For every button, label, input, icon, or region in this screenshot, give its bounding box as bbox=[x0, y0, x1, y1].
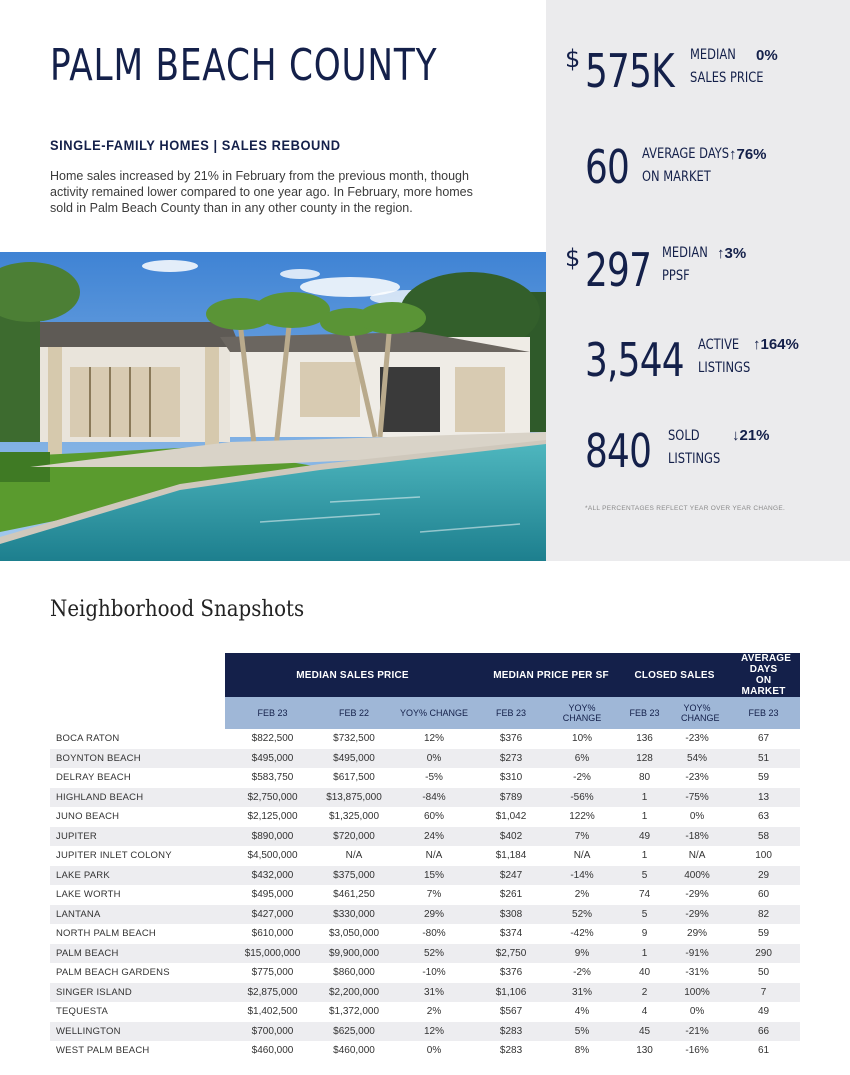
stat-value: 575K bbox=[585, 44, 674, 98]
subheader: FEB 23 bbox=[727, 697, 800, 729]
table-row bbox=[50, 729, 800, 749]
table-row bbox=[50, 749, 800, 769]
stat-change bbox=[732, 427, 770, 444]
table-cell: 1 bbox=[622, 788, 667, 808]
table-cell: 136 bbox=[636, 733, 653, 745]
table-cell: $1,402,500 bbox=[247, 1006, 298, 1018]
table-cell: 6% bbox=[542, 749, 622, 769]
table-cell: 290 bbox=[727, 944, 800, 964]
arrow-up-icon: ↑ bbox=[753, 336, 761, 353]
table-cell: -23% bbox=[685, 733, 709, 745]
table-cell: 66 bbox=[727, 1022, 800, 1042]
stat-change-value: 76% bbox=[736, 146, 767, 163]
table-cell: $15,000,000 bbox=[225, 944, 320, 964]
neighborhood-name-cell: LANTANA bbox=[50, 905, 225, 925]
table-cell: 80 bbox=[638, 772, 651, 784]
neighborhood-name-cell: PALM BEACH bbox=[50, 944, 225, 964]
table-row bbox=[50, 1002, 800, 1022]
table-cell: $720,000 bbox=[320, 827, 388, 847]
table-cell: 24% bbox=[388, 827, 480, 847]
table-cell: $308 bbox=[480, 905, 542, 925]
table-cell: $247 bbox=[480, 866, 542, 886]
arrow-up-icon: ↑ bbox=[729, 146, 737, 163]
table-cell: 400% bbox=[667, 866, 727, 886]
table-cell: $9,900,000 bbox=[320, 944, 388, 964]
table-cell: 1 bbox=[641, 811, 648, 823]
table-row bbox=[50, 905, 800, 925]
group-header-closed-sales: CLOSED SALES bbox=[622, 653, 727, 697]
table-cell: -84% bbox=[388, 788, 480, 808]
table-cell: 52% bbox=[388, 944, 480, 964]
neighborhood-name-cell: JUNO BEACH bbox=[56, 811, 120, 823]
stat-change: 0% bbox=[756, 47, 778, 64]
stat-change-value: 164% bbox=[760, 336, 799, 353]
table-cell: 8% bbox=[574, 1045, 590, 1057]
neighborhood-name-cell: TEQUESTA bbox=[56, 1006, 109, 1018]
stat-change bbox=[717, 245, 746, 262]
table-cell: 40 bbox=[638, 967, 651, 979]
dollar-sign: $ bbox=[565, 244, 581, 272]
table-cell: 58 bbox=[727, 827, 800, 847]
table-cell: 74 bbox=[638, 889, 651, 901]
table-cell: 63 bbox=[757, 811, 770, 823]
table-cell: 1 bbox=[622, 944, 667, 964]
table-row bbox=[50, 963, 800, 983]
table-row bbox=[50, 1022, 800, 1042]
table-cell: 1 bbox=[641, 850, 648, 862]
table-cell: $310 bbox=[499, 772, 523, 784]
stat-change-value: 21% bbox=[739, 427, 770, 444]
table-cell: 7% bbox=[542, 827, 622, 847]
stat-label-line2: SALES PRICE bbox=[690, 70, 764, 86]
table-cell: $4,500,000 bbox=[247, 850, 298, 862]
table-cell: $1,042 bbox=[495, 811, 527, 823]
table-cell: $1,106 bbox=[480, 983, 542, 1003]
table-cell: $460,000 bbox=[333, 1045, 375, 1057]
subheader: FEB 23 bbox=[622, 697, 667, 729]
neighborhood-name-cell: LAKE PARK bbox=[50, 866, 225, 886]
table-row bbox=[50, 827, 800, 847]
table-cell: 31% bbox=[388, 983, 480, 1003]
stat-value: 3,544 bbox=[585, 333, 684, 387]
neighborhood-name-cell: DELRAY BEACH bbox=[56, 772, 131, 784]
neighborhood-name-cell: NORTH PALM BEACH bbox=[56, 928, 156, 940]
stat-label-line1: ACTIVE bbox=[698, 337, 740, 353]
arrow-up-icon: ↑ bbox=[717, 245, 725, 262]
stat-value: 297 bbox=[585, 243, 652, 297]
stat-label-line2: LISTINGS bbox=[698, 360, 751, 376]
table-cell: 59 bbox=[757, 772, 770, 784]
table-cell: -75% bbox=[667, 788, 727, 808]
table-cell: -56% bbox=[542, 788, 622, 808]
subheader: YOY% CHANGE bbox=[542, 697, 622, 729]
stat-change-value: 3% bbox=[724, 245, 747, 262]
page-title: PALM BEACH COUNTY bbox=[50, 40, 438, 91]
table-cell: $461,250 bbox=[333, 889, 375, 901]
stat-label-line1: MEDIAN bbox=[662, 245, 708, 261]
table-cell: 5% bbox=[542, 1022, 622, 1042]
table-cell: $460,000 bbox=[251, 1045, 294, 1057]
table-cell: $3,050,000 bbox=[328, 928, 380, 940]
subheader: YOY% CHANGE bbox=[667, 697, 727, 729]
table-cell: 29% bbox=[687, 928, 708, 940]
stat-label-line1: AVERAGE DAYS bbox=[642, 146, 730, 162]
neighborhood-name-cell: WEST PALM BEACH bbox=[56, 1045, 150, 1057]
neighborhood-table bbox=[50, 653, 800, 1061]
table-cell: -14% bbox=[542, 866, 622, 886]
table-cell: 31% bbox=[542, 983, 622, 1003]
neighborhood-name-cell: PALM BEACH GARDENS bbox=[56, 967, 170, 979]
table-cell: $789 bbox=[480, 788, 542, 808]
table-cell: 2% bbox=[574, 889, 590, 901]
stats-footnote: *ALL PERCENTAGES REFLECT YEAR OVER YEAR CHANGE. bbox=[585, 505, 786, 512]
table-row bbox=[50, 983, 800, 1003]
table-cell: 60% bbox=[424, 811, 445, 823]
table-cell: 29 bbox=[727, 866, 800, 886]
table-cell: $700,000 bbox=[225, 1022, 320, 1042]
group-header-median-price-per-sf: MEDIAN PRICE PER SF bbox=[480, 653, 622, 697]
table-cell: 0% bbox=[426, 1045, 442, 1057]
table-cell: $567 bbox=[499, 1006, 523, 1018]
table-cell: $376 bbox=[499, 967, 523, 979]
table-cell: $2,750 bbox=[480, 944, 542, 964]
intro-paragraph: Home sales increased by 21% in February from the previous month, though activity remained lower compared to one year ago. In February, more homes sold in Palm Beach County than in any other county in the region. bbox=[50, 169, 473, 215]
table-cell: -10% bbox=[422, 967, 446, 979]
stat-label-line1: MEDIAN bbox=[690, 47, 736, 63]
table-cell: 10% bbox=[572, 733, 593, 745]
table-cell: 82 bbox=[727, 905, 800, 925]
villa-pool-photo bbox=[0, 252, 546, 561]
table-cell: 67 bbox=[757, 733, 770, 745]
table-cell: 61 bbox=[757, 1045, 770, 1057]
table-cell: -80% bbox=[422, 928, 446, 940]
table-cell: $402 bbox=[480, 827, 542, 847]
table-cell: 52% bbox=[542, 905, 622, 925]
header-blank bbox=[50, 697, 225, 729]
table-cell: $13,875,000 bbox=[320, 788, 388, 808]
table-body bbox=[50, 729, 800, 1061]
neighborhood-name-cell: JUPITER INLET COLONY bbox=[56, 850, 172, 862]
table-cell: 12% bbox=[388, 1022, 480, 1042]
table-cell: 12% bbox=[424, 733, 445, 745]
table-cell: $775,000 bbox=[251, 967, 294, 979]
table-cell: N/A bbox=[425, 850, 443, 862]
table-cell: 100% bbox=[667, 983, 727, 1003]
neighborhood-name-cell: BOYNTON BEACH bbox=[50, 749, 225, 769]
table-cell: $2,875,000 bbox=[225, 983, 320, 1003]
table-cell: N/A bbox=[688, 850, 706, 862]
table-cell: $822,500 bbox=[251, 733, 294, 745]
table-cell: $427,000 bbox=[225, 905, 320, 925]
neighborhood-name-cell: BOCA RATON bbox=[56, 733, 120, 745]
section-subtitle: SINGLE-FAMILY HOMES | SALES REBOUND bbox=[50, 137, 341, 153]
table-cell: -18% bbox=[667, 827, 727, 847]
table-cell: $283 bbox=[499, 1045, 523, 1057]
table-cell: $860,000 bbox=[333, 967, 375, 979]
table-cell: $283 bbox=[480, 1022, 542, 1042]
subheader: FEB 23 bbox=[225, 697, 320, 729]
table-cell: 13 bbox=[727, 788, 800, 808]
stat-label-line2: PPSF bbox=[662, 268, 690, 284]
stat-value: 60 bbox=[585, 140, 630, 194]
table-cell: 2 bbox=[622, 983, 667, 1003]
table-cell: 49 bbox=[622, 827, 667, 847]
table-row bbox=[50, 768, 800, 788]
table-cell: $610,000 bbox=[251, 928, 294, 940]
table-cell: $1,372,000 bbox=[328, 1006, 380, 1018]
table-cell: $625,000 bbox=[320, 1022, 388, 1042]
table-cell: $617,500 bbox=[333, 772, 375, 784]
table-cell: 0% bbox=[388, 749, 480, 769]
table-row bbox=[50, 788, 800, 808]
table-cell: -31% bbox=[685, 967, 709, 979]
table-row bbox=[50, 807, 800, 827]
table-cell: 7% bbox=[426, 889, 442, 901]
table-cell: -21% bbox=[667, 1022, 727, 1042]
table-cell: 122% bbox=[569, 811, 595, 823]
table-row bbox=[50, 846, 800, 866]
table-cell: $2,750,000 bbox=[225, 788, 320, 808]
neighborhood-name-cell: WELLINGTON bbox=[50, 1022, 225, 1042]
stat-label-line2: LISTINGS bbox=[668, 451, 721, 467]
header-blank bbox=[50, 653, 225, 697]
arrow-down-icon: ↓ bbox=[732, 427, 740, 444]
table-cell: 100 bbox=[755, 850, 772, 862]
table-cell: $376 bbox=[499, 733, 523, 745]
table-cell: $1,325,000 bbox=[328, 811, 380, 823]
table-cell: 45 bbox=[622, 1022, 667, 1042]
table-cell: N/A bbox=[573, 850, 591, 862]
table-row bbox=[50, 924, 800, 944]
dollar-sign: $ bbox=[565, 45, 581, 73]
table-cell: $732,500 bbox=[333, 733, 375, 745]
neighborhood-name-cell: JUPITER bbox=[50, 827, 225, 847]
table-cell: 130 bbox=[636, 1045, 653, 1057]
stat-value: 840 bbox=[585, 424, 652, 478]
table-cell: -29% bbox=[685, 889, 709, 901]
table-cell: 29% bbox=[388, 905, 480, 925]
table-cell: $2,125,000 bbox=[247, 811, 298, 823]
table-row bbox=[50, 885, 800, 905]
table-cell: -2% bbox=[573, 772, 591, 784]
table-cell: $261 bbox=[499, 889, 523, 901]
table-cell: $374 bbox=[499, 928, 523, 940]
group-header-average-days-on-market: AVERAGE DAYS ON MARKET bbox=[727, 653, 800, 697]
table-cell: -2% bbox=[573, 967, 591, 979]
subheader: YOY% CHANGE bbox=[388, 697, 480, 729]
table-cell: 0% bbox=[689, 1006, 705, 1018]
table-cell: $1,184 bbox=[495, 850, 527, 862]
table-cell: $375,000 bbox=[320, 866, 388, 886]
table-cell: 60 bbox=[757, 889, 770, 901]
table-cell: 7 bbox=[727, 983, 800, 1003]
table-cell: 5 bbox=[622, 866, 667, 886]
neighborhood-name-cell: LAKE WORTH bbox=[56, 889, 121, 901]
stat-label-line1: SOLD bbox=[668, 428, 700, 444]
table-cell: 59 bbox=[757, 928, 770, 940]
table-cell: 9 bbox=[641, 928, 648, 940]
subheader: FEB 22 bbox=[320, 697, 388, 729]
table-cell: 51 bbox=[727, 749, 800, 769]
stat-change bbox=[753, 336, 799, 353]
table-cell: 54% bbox=[667, 749, 727, 769]
table-cell: N/A bbox=[345, 850, 363, 862]
table-cell: 5 bbox=[622, 905, 667, 925]
table-row bbox=[50, 944, 800, 964]
table-cell: 4% bbox=[574, 1006, 590, 1018]
neighborhood-name-cell: SINGER ISLAND bbox=[50, 983, 225, 1003]
table-cell: -5% bbox=[425, 772, 443, 784]
table-cell: -16% bbox=[685, 1045, 709, 1057]
table-cell: $495,000 bbox=[320, 749, 388, 769]
neighborhood-heading: Neighborhood Snapshots bbox=[50, 597, 305, 622]
group-header-median-sales-price: MEDIAN SALES PRICE bbox=[225, 653, 480, 697]
table-cell: $273 bbox=[480, 749, 542, 769]
table-cell: $330,000 bbox=[320, 905, 388, 925]
table-cell: $583,750 bbox=[251, 772, 294, 784]
table-cell: -91% bbox=[667, 944, 727, 964]
table-cell: 0% bbox=[689, 811, 705, 823]
table-cell: $495,000 bbox=[251, 889, 294, 901]
table-cell: -29% bbox=[667, 905, 727, 925]
stat-label-line2: ON MARKET bbox=[642, 169, 711, 185]
neighborhood-name-cell: HIGHLAND BEACH bbox=[50, 788, 225, 808]
table-cell: 4 bbox=[641, 1006, 648, 1018]
stat-change bbox=[729, 146, 767, 163]
table-cell: 128 bbox=[622, 749, 667, 769]
table-row bbox=[50, 1041, 800, 1061]
table-cell: 50 bbox=[757, 967, 770, 979]
table-cell: 9% bbox=[542, 944, 622, 964]
table-row bbox=[50, 866, 800, 886]
table-cell: $2,200,000 bbox=[320, 983, 388, 1003]
table-cell: 15% bbox=[388, 866, 480, 886]
table-cell: $495,000 bbox=[225, 749, 320, 769]
table-cell: $432,000 bbox=[225, 866, 320, 886]
table-cell: -23% bbox=[685, 772, 709, 784]
table-cell: 2% bbox=[426, 1006, 442, 1018]
subheader: FEB 23 bbox=[480, 697, 542, 729]
table-cell: 49 bbox=[757, 1006, 770, 1018]
table-cell: $890,000 bbox=[225, 827, 320, 847]
table-cell: -42% bbox=[570, 928, 594, 940]
